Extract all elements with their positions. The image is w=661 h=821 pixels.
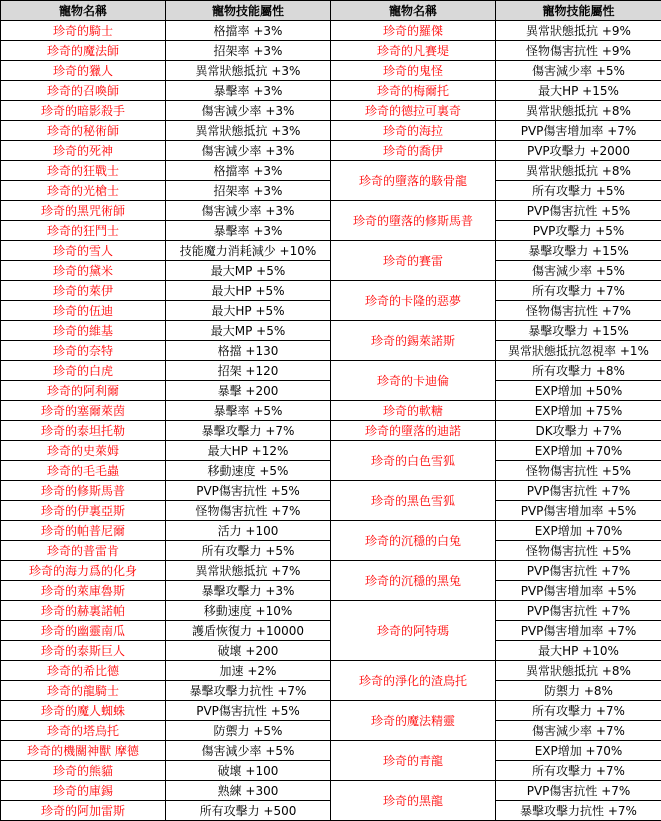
pet-skill-cell: 暴擊率 +5% bbox=[166, 401, 331, 421]
pet-skill-cell: 防禦力 +8% bbox=[496, 681, 661, 701]
pet-skill-cell: 暴擊攻擊力抗性 +7% bbox=[166, 681, 331, 701]
table-row bbox=[1, 281, 661, 301]
pet-skill-cell: 傷害減少率 +5% bbox=[166, 741, 331, 761]
pet-name-cell: 珍奇的凡賽堤 bbox=[331, 41, 496, 61]
pet-name-cell: 珍奇的喬伊 bbox=[331, 141, 496, 161]
pet-skill-cell: EXP增加 +75% bbox=[496, 401, 661, 421]
table-row bbox=[1, 241, 661, 261]
pet-name-cell: 珍奇的機關神獸 摩德 bbox=[1, 741, 166, 761]
pet-name-cell: 珍奇的騎士 bbox=[1, 21, 166, 41]
pet-skill-cell: PVP傷害抗性 +7% bbox=[496, 481, 661, 501]
pet-name-cell: 珍奇的奈特 bbox=[1, 341, 166, 361]
pet-name-cell: 珍奇的泰斯巨人 bbox=[1, 641, 166, 661]
pet-name-cell: 珍奇的死神 bbox=[1, 141, 166, 161]
pet-name-cell: 珍奇的暗影殺手 bbox=[1, 101, 166, 121]
table-row bbox=[1, 201, 661, 221]
pet-name-cell: 珍奇的獵人 bbox=[1, 61, 166, 81]
pet-skill-cell: 格擋率 +3% bbox=[166, 161, 331, 181]
pet-name-cell: 珍奇的召喚師 bbox=[1, 81, 166, 101]
pet-name-cell: 珍奇的普雷肯 bbox=[1, 541, 166, 561]
pet-name-cell: 珍奇的阿特瑪 bbox=[331, 601, 496, 661]
header-pet-skill-right: 寵物技能屬性 bbox=[496, 1, 661, 21]
pet-skill-cell: PVP傷害抗性 +5% bbox=[166, 701, 331, 721]
pet-skill-cell: 異常狀態抵抗 +3% bbox=[166, 121, 331, 141]
pet-name-cell: 珍奇的卡隆的惡夢 bbox=[331, 281, 496, 321]
pet-name-cell: 珍奇的伊裏亞斯 bbox=[1, 501, 166, 521]
table-row bbox=[1, 61, 661, 81]
pet-skill-cell: 怪物傷害抗性 +7% bbox=[166, 501, 331, 521]
pet-skill-cell: 移動速度 +10% bbox=[166, 601, 331, 621]
pet-skill-cell: 異常狀態抵抗 +8% bbox=[496, 101, 661, 121]
pet-name-cell: 珍奇的龍騎士 bbox=[1, 681, 166, 701]
table-row bbox=[1, 361, 661, 381]
pet-skill-cell: PVP傷害增加率 +5% bbox=[496, 581, 661, 601]
pet-skill-cell: 暴擊攻擊力 +15% bbox=[496, 321, 661, 341]
pet-name-cell: 珍奇的帕普尼爾 bbox=[1, 521, 166, 541]
pet-name-cell: 珍奇的淨化的渣鳥托 bbox=[331, 661, 496, 701]
table-row bbox=[1, 41, 661, 61]
table-row bbox=[1, 21, 661, 41]
pet-name-cell: 珍奇的泰坦托勒 bbox=[1, 421, 166, 441]
pet-skill-cell: 招架率 +3% bbox=[166, 181, 331, 201]
pet-name-cell: 珍奇的羅傑 bbox=[331, 21, 496, 41]
pet-skill-cell: 招架 +120 bbox=[166, 361, 331, 381]
pet-skill-cell: 傷害減少率 +5% bbox=[496, 61, 661, 81]
pet-name-cell: 珍奇的黑色雪狐 bbox=[331, 481, 496, 521]
pet-name-cell: 珍奇的庫錫 bbox=[1, 781, 166, 801]
pet-skill-cell: 暴擊攻擊力 +15% bbox=[496, 241, 661, 261]
pet-name-cell: 珍奇的阿利爾 bbox=[1, 381, 166, 401]
pet-skill-cell: PVP攻擊力 +5% bbox=[496, 221, 661, 241]
pet-skill-cell: 傷害減少率 +3% bbox=[166, 141, 331, 161]
pet-skill-cell: 怪物傷害抗性 +5% bbox=[496, 461, 661, 481]
pet-skill-cell: 護盾恢復力 +10000 bbox=[166, 621, 331, 641]
pet-skill-cell: 所有攻擊力 +7% bbox=[496, 761, 661, 781]
pet-name-cell: 珍奇的魔法師 bbox=[1, 41, 166, 61]
pet-skill-cell: PVP傷害抗性 +7% bbox=[496, 561, 661, 581]
pet-name-cell: 珍奇的萊伊 bbox=[1, 281, 166, 301]
pet-skill-cell: 最大HP +10% bbox=[496, 641, 661, 661]
table-row bbox=[1, 421, 661, 441]
pet-skill-cell: 所有攻擊力 +500 bbox=[166, 801, 331, 821]
pet-skill-cell: 格擋 +130 bbox=[166, 341, 331, 361]
table-row bbox=[1, 701, 661, 721]
pet-skill-cell: 破壞 +200 bbox=[166, 641, 331, 661]
pet-skill-cell: 異常狀態抵抗 +9% bbox=[496, 21, 661, 41]
pet-skill-cell: 怪物傷害抗性 +7% bbox=[496, 301, 661, 321]
pet-name-cell: 珍奇的萊庫魯斯 bbox=[1, 581, 166, 601]
table-row bbox=[1, 121, 661, 141]
pet-name-cell: 珍奇的青龍 bbox=[331, 741, 496, 781]
pet-skill-cell: 異常狀態抵抗 +7% bbox=[166, 561, 331, 581]
table-row bbox=[1, 601, 661, 621]
pet-skill-cell: 最大HP +12% bbox=[166, 441, 331, 461]
pet-skill-cell: 活力 +100 bbox=[166, 521, 331, 541]
pet-name-cell: 珍奇的德拉可裏奇 bbox=[331, 101, 496, 121]
pet-skill-cell: 暴擊攻擊力 +3% bbox=[166, 581, 331, 601]
pet-skill-cell: 傷害減少率 +3% bbox=[166, 101, 331, 121]
pet-name-cell: 珍奇的黑咒術師 bbox=[1, 201, 166, 221]
pet-name-cell: 珍奇的卡迪倫 bbox=[331, 361, 496, 401]
pet-name-cell: 珍奇的塞爾萊茵 bbox=[1, 401, 166, 421]
pet-name-cell: 珍奇的賽雷 bbox=[331, 241, 496, 281]
pet-skill-cell: 最大HP +15% bbox=[496, 81, 661, 101]
pet-skill-cell: PVP傷害抗性 +5% bbox=[166, 481, 331, 501]
table-row bbox=[1, 781, 661, 801]
pet-skill-cell: 最大HP +5% bbox=[166, 281, 331, 301]
pet-skill-cell: 異常狀態抵抗 +8% bbox=[496, 661, 661, 681]
pet-skill-cell: PVP傷害增加率 +5% bbox=[496, 501, 661, 521]
pet-name-cell: 珍奇的海力爲的化身 bbox=[1, 561, 166, 581]
pet-name-cell: 珍奇的塔烏托 bbox=[1, 721, 166, 741]
pet-name-cell: 珍奇的墮落的迪諾 bbox=[331, 421, 496, 441]
table-row bbox=[1, 161, 661, 181]
pet-skill-cell: 暴擊 +200 bbox=[166, 381, 331, 401]
pet-name-cell: 珍奇的修斯馬普 bbox=[1, 481, 166, 501]
pet-skill-cell: 所有攻擊力 +5% bbox=[166, 541, 331, 561]
pet-name-cell: 珍奇的沉穩的白兔 bbox=[331, 521, 496, 561]
pet-skill-cell: 所有攻擊力 +7% bbox=[496, 701, 661, 721]
pet-skill-cell: EXP增加 +50% bbox=[496, 381, 661, 401]
pet-skill-cell: 怪物傷害抗性 +9% bbox=[496, 41, 661, 61]
pet-name-cell: 珍奇的光槍士 bbox=[1, 181, 166, 201]
table-row bbox=[1, 441, 661, 461]
table-row bbox=[1, 521, 661, 541]
table-row bbox=[1, 481, 661, 501]
pet-name-cell: 珍奇的墮落的修斯馬普 bbox=[331, 201, 496, 241]
pet-name-cell: 珍奇的阿加雷斯 bbox=[1, 801, 166, 821]
pet-skill-cell: 最大MP +5% bbox=[166, 261, 331, 281]
pet-skill-cell: PVP傷害增加率 +7% bbox=[496, 621, 661, 641]
pet-skill-cell: PVP傷害增加率 +7% bbox=[496, 121, 661, 141]
pet-skill-cell: 技能魔力消耗減少 +10% bbox=[166, 241, 331, 261]
pet-skill-cell: 最大MP +5% bbox=[166, 321, 331, 341]
table-row bbox=[1, 101, 661, 121]
pet-name-cell: 珍奇的白虎 bbox=[1, 361, 166, 381]
pet-name-cell: 珍奇的黑龍 bbox=[331, 781, 496, 821]
pet-name-cell: 珍奇的魔人蜘蛛 bbox=[1, 701, 166, 721]
pet-name-cell: 珍奇的魔法精靈 bbox=[331, 701, 496, 741]
pet-skill-cell: 異常狀態抵抗忽視率 +1% bbox=[496, 341, 661, 361]
pet-skill-cell: 異常狀態抵抗 +3% bbox=[166, 61, 331, 81]
pet-skill-cell: 招架率 +3% bbox=[166, 41, 331, 61]
pet-name-cell: 珍奇的錫萊諾斯 bbox=[331, 321, 496, 361]
pet-skill-cell: 防禦力 +5% bbox=[166, 721, 331, 741]
table-body bbox=[1, 21, 661, 821]
table-row bbox=[1, 321, 661, 341]
pet-name-cell: 珍奇的梅爾托 bbox=[331, 81, 496, 101]
pet-skill-cell: EXP增加 +70% bbox=[496, 441, 661, 461]
pet-name-cell: 珍奇的毛毛蟲 bbox=[1, 461, 166, 481]
table-row bbox=[1, 141, 661, 161]
pet-skill-cell: 最大HP +5% bbox=[166, 301, 331, 321]
header-pet-name-left: 寵物名稱 bbox=[1, 1, 166, 21]
header-pet-skill-left: 寵物技能屬性 bbox=[166, 1, 331, 21]
pet-skill-cell: 暴擊率 +3% bbox=[166, 81, 331, 101]
pet-name-cell: 珍奇的軟糖 bbox=[331, 401, 496, 421]
pet-skill-cell: 暴擊攻擊力 +7% bbox=[166, 421, 331, 441]
pet-name-cell: 珍奇的狂鬥士 bbox=[1, 221, 166, 241]
pet-skill-cell: PVP傷害抗性 +5% bbox=[496, 201, 661, 221]
pet-name-cell: 珍奇的雪人 bbox=[1, 241, 166, 261]
pet-skill-cell: DK攻擊力 +7% bbox=[496, 421, 661, 441]
header-pet-name-right: 寵物名稱 bbox=[331, 1, 496, 21]
pet-name-cell: 珍奇的幽靈南瓜 bbox=[1, 621, 166, 641]
pet-name-cell: 珍奇的秘術師 bbox=[1, 121, 166, 141]
table-row bbox=[1, 561, 661, 581]
pet-skill-cell: 所有攻擊力 +8% bbox=[496, 361, 661, 381]
pet-name-cell: 珍奇的史萊姆 bbox=[1, 441, 166, 461]
table-row bbox=[1, 741, 661, 761]
pet-skill-cell: EXP增加 +70% bbox=[496, 521, 661, 541]
pet-skill-cell: 暴擊攻擊力抗性 +7% bbox=[496, 801, 661, 821]
table-row bbox=[1, 661, 661, 681]
pet-name-cell: 珍奇的白色雪狐 bbox=[331, 441, 496, 481]
pet-skill-cell: 破壞 +100 bbox=[166, 761, 331, 781]
pet-name-cell: 珍奇的黛米 bbox=[1, 261, 166, 281]
pet-name-cell: 珍奇的伍迪 bbox=[1, 301, 166, 321]
pet-skill-cell: 加速 +2% bbox=[166, 661, 331, 681]
pet-name-cell: 珍奇的赫裏諾帕 bbox=[1, 601, 166, 621]
pet-skill-cell: PVP攻擊力 +2000 bbox=[496, 141, 661, 161]
pet-name-cell: 珍奇的希比德 bbox=[1, 661, 166, 681]
table-row bbox=[1, 401, 661, 421]
table-row bbox=[1, 81, 661, 101]
pet-skill-cell: PVP傷害抗性 +7% bbox=[496, 781, 661, 801]
pet-name-cell: 珍奇的墮落的駭骨龍 bbox=[331, 161, 496, 201]
header-row bbox=[1, 1, 661, 21]
pet-name-cell: 珍奇的海拉 bbox=[331, 121, 496, 141]
pet-skill-cell: 熟練 +300 bbox=[166, 781, 331, 801]
pet-skill-cell: 移動速度 +5% bbox=[166, 461, 331, 481]
pet-skill-cell: 傷害減少率 +3% bbox=[166, 201, 331, 221]
pet-skill-cell: 傷害減少率 +7% bbox=[496, 721, 661, 741]
pet-name-cell: 珍奇的狂戰士 bbox=[1, 161, 166, 181]
pet-skill-cell: 怪物傷害抗性 +5% bbox=[496, 541, 661, 561]
pet-name-cell: 珍奇的維基 bbox=[1, 321, 166, 341]
pet-skill-cell: 所有攻擊力 +5% bbox=[496, 181, 661, 201]
pet-skill-cell: 傷害減少率 +5% bbox=[496, 261, 661, 281]
pet-name-cell: 珍奇的沉穩的黑兔 bbox=[331, 561, 496, 601]
pet-name-cell: 珍奇的熊貓 bbox=[1, 761, 166, 781]
pet-skill-cell: 異常狀態抵抗 +8% bbox=[496, 161, 661, 181]
pet-skill-cell: 格擋率 +3% bbox=[166, 21, 331, 41]
pet-skill-cell: PVP傷害抗性 +7% bbox=[496, 601, 661, 621]
pet-skill-cell: EXP增加 +70% bbox=[496, 741, 661, 761]
pet-name-cell: 珍奇的鬼怪 bbox=[331, 61, 496, 81]
pet-skill-cell: 暴擊率 +3% bbox=[166, 221, 331, 241]
pet-skill-cell: 所有攻擊力 +7% bbox=[496, 281, 661, 301]
